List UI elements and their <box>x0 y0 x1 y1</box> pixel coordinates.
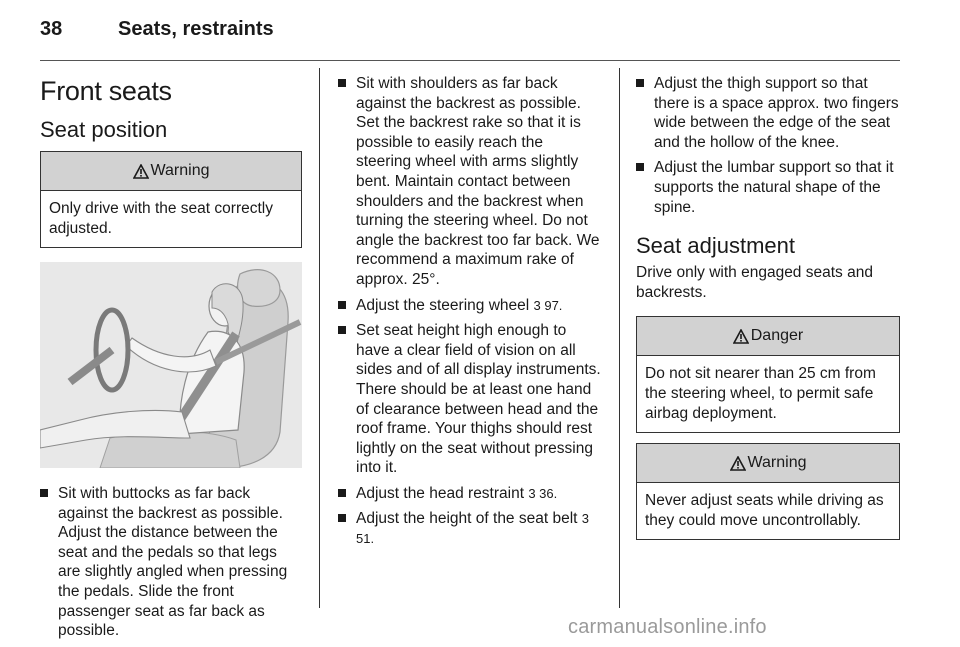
bullet-square-icon <box>338 489 346 497</box>
warning-label: Warning <box>150 162 210 179</box>
bullet-square-icon <box>338 326 346 334</box>
danger-box-header <box>637 317 899 356</box>
list-item <box>40 484 302 641</box>
running-title: Seats, restraints <box>118 18 274 40</box>
list-item-text: Adjust the head restraint <box>356 484 529 502</box>
intro-text: Drive only with engaged seats and backrests. <box>636 264 873 301</box>
warning-box <box>636 443 900 540</box>
header-rule <box>40 60 900 61</box>
warning-box <box>40 151 302 248</box>
subsection-title-seat-adjustment: Seat adjustment <box>636 233 795 259</box>
column-2 <box>338 74 602 555</box>
page-reference-link[interactable]: 3 36. <box>528 485 558 501</box>
bullet-square-icon <box>40 489 48 497</box>
watermark: carmanualsonline.info <box>568 616 767 638</box>
list-item <box>338 74 602 290</box>
list-item <box>636 74 900 152</box>
list-item-text: Adjust the lumbar support so that it supports the natural shape of the spine. <box>654 159 894 216</box>
bullet-square-icon <box>636 79 644 87</box>
driver-seat-position-illustration <box>40 262 302 468</box>
list-item-text: Sit with shoulders as far back against the backrest as possible. Set the backrest rake so that it is possible to easily reach the steering wheel with arms slightly bent. Maintain contact between shoulders and the backrest when turning the steering wheel. Do not angle the backrest too far back. We recommend a maximum rake of approx. 25°. <box>356 75 600 288</box>
danger-label: Danger <box>750 327 804 345</box>
warning-triangle-icon <box>730 456 746 471</box>
list-item-text: Adjust the height of the seat belt <box>356 510 582 528</box>
list-item-text: Adjust the steering wheel <box>356 296 534 314</box>
bullet-list <box>40 484 302 641</box>
warning-text: Never adjust seats while driving as they could move uncontrollably. <box>645 492 884 530</box>
page-header <box>40 18 900 58</box>
bullet-square-icon <box>338 79 346 87</box>
column-divider <box>619 68 620 608</box>
warning-triangle-icon <box>733 329 749 344</box>
list-item <box>338 296 602 316</box>
warning-triangle-icon <box>133 164 149 179</box>
warning-box-header <box>637 444 899 483</box>
list-item <box>636 158 900 217</box>
page-reference-link[interactable]: 3 97. <box>533 297 563 313</box>
bullet-list <box>338 74 602 549</box>
section-title: Front seats <box>40 76 172 106</box>
bullet-list <box>636 74 900 217</box>
list-item-text: Sit with buttocks as far back against the backrest as possible. Adjust the distance between the seat and the pedals so that legs are slightly angled when pressing the pedals. Slide the front passenger seat as far back as possible. <box>58 485 288 640</box>
bullet-square-icon <box>636 163 644 171</box>
list-item <box>338 484 602 504</box>
page-reference-link[interactable]: 3 51. <box>356 511 589 547</box>
bullet-square-icon <box>338 301 346 309</box>
column-3 <box>636 74 900 540</box>
list-item-text: Set seat height high enough to have a clear field of vision on all sides and of all display instruments. There should be at least one hand of clearance between head and the roof frame. Your thighs should rest lightly on the seat without pressing into it. <box>356 322 601 477</box>
danger-box <box>636 316 900 433</box>
column-divider <box>319 68 320 608</box>
bullet-square-icon <box>338 514 346 522</box>
page-number: 38 <box>40 18 63 40</box>
column-1 <box>40 68 302 647</box>
warning-text: Only drive with the seat correctly adjusted. <box>49 200 273 237</box>
warning-label: Warning <box>747 454 807 472</box>
list-item <box>338 509 602 548</box>
list-item <box>338 321 602 478</box>
danger-text: Do not sit nearer than 25 cm from the steering wheel, to permit safe airbag deployment. <box>645 365 876 423</box>
subsection-title-seat-position: Seat position <box>40 117 168 142</box>
warning-box-header <box>41 152 301 191</box>
list-item-text: Adjust the thigh support so that there is a space approx. two fingers wide between the edge of the seat and the hollow of the knee. <box>654 75 899 151</box>
